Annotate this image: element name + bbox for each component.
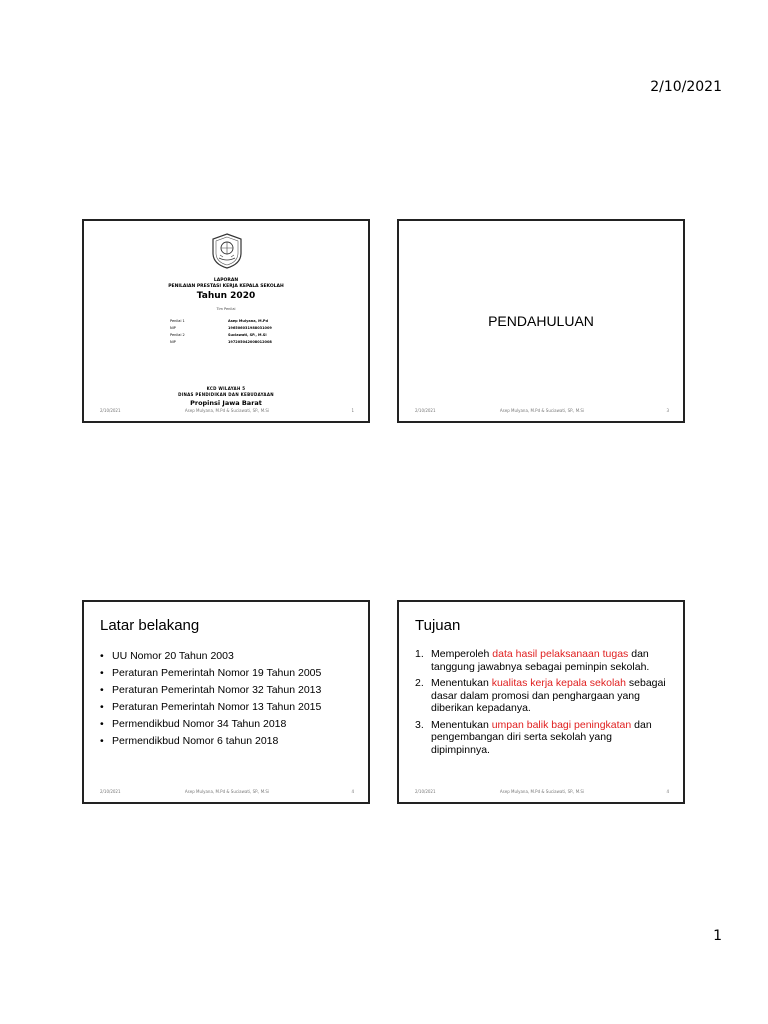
item-text-after: dan pengembangan diri serta sekolah yang dipimpinnya. (431, 718, 652, 756)
item-highlight: data hasil pelaksanaan tugas (492, 648, 629, 660)
item-highlight: kualitas kerja kepala sekolah (491, 677, 626, 689)
team-label: NIP (170, 339, 176, 344)
item-text-before: Memperoleh (431, 648, 493, 660)
list-item (100, 684, 321, 697)
bullet-icon: • (100, 718, 104, 730)
footer-page: 4 (351, 789, 354, 794)
footer-author: Asep Mulyana, M.Pd & Suciawati, SP., M.Si (184, 789, 270, 794)
slide-title: PENDAHULUAN (488, 313, 594, 329)
cover-org-line3: Propinsi Jawa Barat (190, 399, 262, 407)
bullet-icon: • (100, 684, 104, 696)
list-item-text: Peraturan Pemerintah Nomor 19 Tahun 2005 (112, 667, 322, 679)
list-item (415, 719, 673, 757)
team-value: 196506031988031009 (228, 325, 272, 330)
bullet-icon: • (100, 667, 104, 679)
list-item (100, 701, 321, 714)
team-value: 197205042008012008 (228, 339, 272, 344)
item-highlight: umpan balik bagi peningkatan (491, 718, 632, 731)
bullet-list (100, 650, 321, 752)
slide-tujuan (397, 600, 685, 804)
team-label: NIP (170, 325, 176, 330)
slide-footer (100, 789, 354, 794)
list-item-text: Permendikbud Nomor 6 tahun 2018 (112, 735, 279, 747)
list-item-text: Peraturan Pemerintah Nomor 32 Tahun 2013 (112, 684, 322, 696)
footer-page: 4 (666, 789, 669, 794)
footer-page: 3 (666, 408, 669, 413)
team-value: Suciawati, SP., M.Si (228, 332, 267, 337)
item-number: 2. (415, 677, 424, 689)
list-item-text: Permendikbud Nomor 34 Tahun 2018 (112, 718, 287, 730)
bullet-icon: • (100, 701, 104, 713)
list-item (100, 650, 321, 663)
slide-footer (415, 789, 669, 794)
team-row (170, 338, 272, 345)
team-value: Asep Mulyana, M.Pd (228, 318, 268, 323)
footer-date: 2/10/2021 (100, 789, 121, 794)
slide-latar-belakang (82, 600, 370, 804)
team-list (170, 317, 272, 345)
footer-date: 2/10/2021 (100, 408, 121, 413)
list-item-text: UU Nomor 20 Tahun 2003 (112, 650, 234, 662)
cover-org-line1: KCD WILAYAH 5 (206, 386, 246, 391)
bullet-icon: • (100, 735, 104, 747)
item-number: 3. (415, 718, 424, 731)
team-row (170, 324, 272, 331)
list-item-text: Peraturan Pemerintah Nomor 13 Tahun 2015 (112, 701, 322, 713)
cover-subject: PENILAIAN PRESTASI KERJA KEPALA SEKOLAH (168, 284, 284, 289)
footer-page: 1 (351, 408, 354, 413)
list-item (415, 648, 673, 673)
team-label: Penilai 2 (170, 332, 185, 337)
slide-footer (415, 408, 669, 413)
footer-date: 2/10/2021 (415, 408, 436, 413)
team-row (170, 331, 272, 338)
team-label: Penilai 1 (170, 318, 185, 323)
list-item (100, 718, 321, 731)
item-text-before: Menentukan (431, 718, 492, 731)
slide-title: Tujuan (415, 617, 461, 634)
team-row (170, 317, 272, 324)
footer-date: 2/10/2021 (415, 789, 436, 794)
bullet-icon: • (100, 650, 104, 662)
slide-cover (82, 219, 370, 423)
numbered-list (415, 648, 673, 760)
cover-label: LAPORAN (213, 278, 239, 283)
item-text-after: dan tanggung jawabnya sebagai peminpin sekolah. (431, 648, 650, 673)
list-item (100, 667, 321, 680)
footer-author: Asep Mulyana, M.Pd & Suciawati, SP., M.Si (499, 408, 585, 413)
list-item (415, 677, 673, 715)
slide-footer (100, 408, 354, 413)
cover-team-title: Tim Penilai (216, 307, 236, 311)
page-number: 1 (713, 928, 722, 944)
item-number: 1. (415, 648, 424, 660)
page-date: 2/10/2021 (650, 79, 722, 95)
item-text-before: Menentukan (431, 677, 492, 689)
item-text-after: sebagai dasar dalam promosi dan penghargaan yang diberikan kepadanya. (431, 677, 666, 714)
slide-title: Latar belakang (100, 617, 200, 634)
cover-year: Tahun 2020 (196, 291, 256, 301)
emblem-logo-icon (210, 233, 244, 269)
list-item (100, 735, 321, 748)
footer-author: Asep Mulyana, M.Pd & Suciawati, SP., M.Si (499, 789, 585, 794)
cover-org-line2: DINAS PENDIDIKAN DAN KEBUDAYAAN (178, 392, 274, 397)
footer-author: Asep Mulyana, M.Pd & Suciawati, SP., M.Si (184, 408, 270, 413)
slide-pendahuluan (397, 219, 685, 423)
